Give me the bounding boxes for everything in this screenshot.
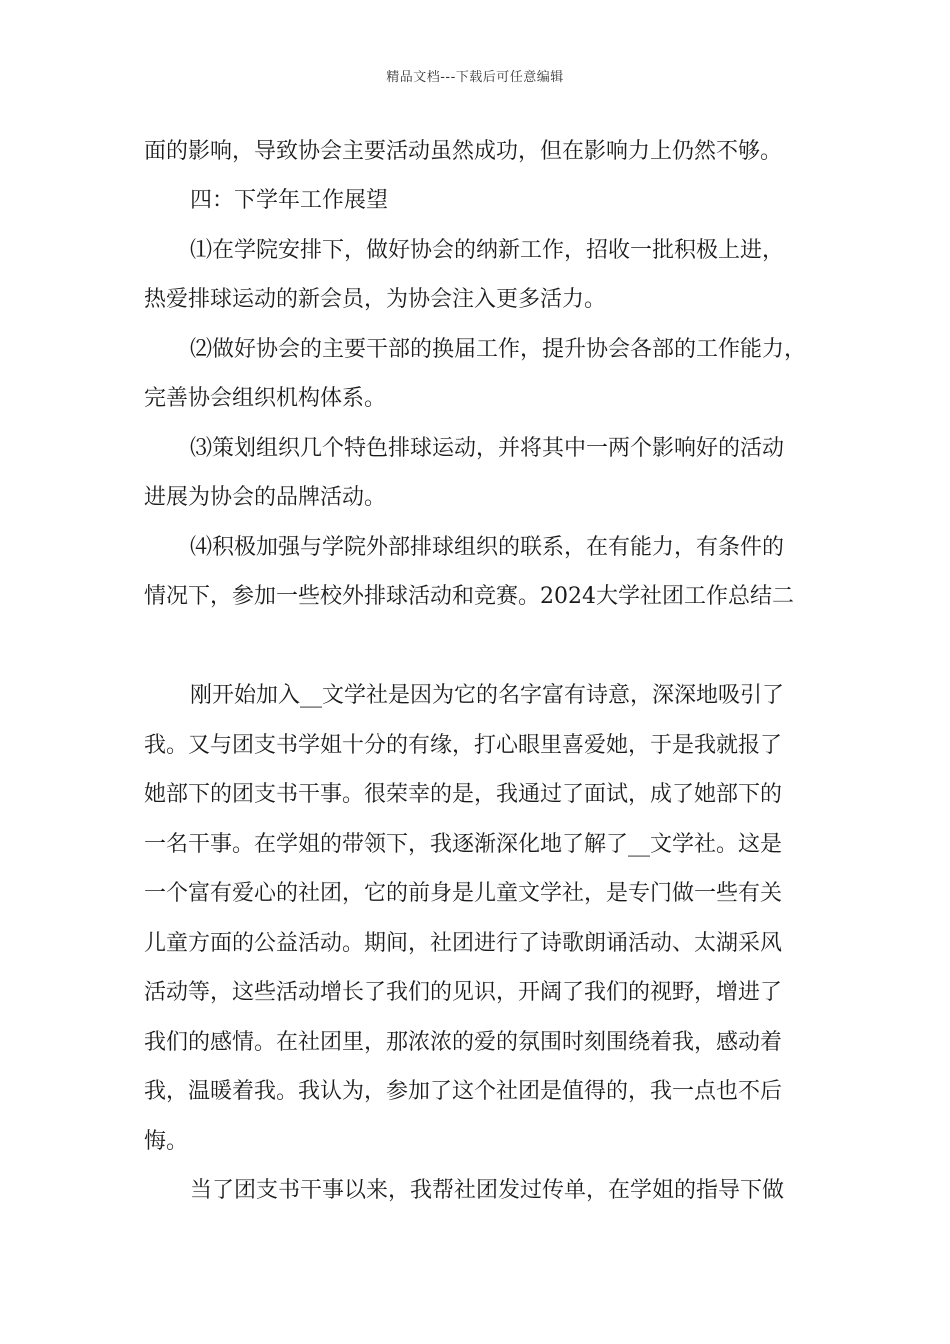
text-line: 刚开始加入__文学社是因为它的名字富有诗意，深深地吸引了 xyxy=(190,683,785,708)
text-line: 一个富有爱心的社团，它的前身是儿童文学社，是专门做一些有关 xyxy=(144,881,783,906)
text-line: ⑴在学院安排下，做好协会的纳新工作，招收一批积极上进， xyxy=(190,238,785,263)
text-line: 我们的感情。在社团里，那浓浓的爱的氛围时刻围绕着我，感动着 xyxy=(144,1030,783,1055)
text-line: ⑶策划组织几个特色排球运动，并将其中一两个影响好的活动 xyxy=(190,436,785,461)
text-line: 儿童方面的公益活动。期间，社团进行了诗歌朗诵活动、太湖采风 xyxy=(144,931,783,956)
text-line: 一名干事。在学姐的带领下，我逐渐深化地了解了__文学社。这是 xyxy=(144,832,783,857)
text-line: 当了团支书干事以来，我帮社团发过传单，在学姐的指导下做 xyxy=(190,1178,785,1203)
text-line: 热爱排球运动的新会员，为协会注入更多活力。 xyxy=(144,287,607,312)
text-line: 完善协会组织机构体系。 xyxy=(144,386,387,411)
text-line: ⑵做好协会的主要干部的换届工作，提升协会各部的工作能力， xyxy=(190,337,807,362)
text-line: 进展为协会的品牌活动。 xyxy=(144,485,387,510)
section-heading: 四：下学年工作展望 xyxy=(190,188,389,213)
text-line: 面的影响，导致协会主要活动虽然成功，但在影响力上仍然不够。 xyxy=(144,139,783,164)
text-line: 她部下的团支书干事。很荣幸的是，我通过了面试，成了她部下的 xyxy=(144,782,783,807)
text-line: 我。又与团支书学姐十分的有缘，打心眼里喜爱她，于是我就报了 xyxy=(144,733,783,758)
text-line: 活动等，这些活动增长了我们的见识，开阔了我们的视野，增进了 xyxy=(144,980,783,1005)
page-header: 精品文档---下载后可任意编辑 xyxy=(386,70,564,85)
text-line: 情况下，参加一些校外排球活动和竞赛。2024大学社团工作总结二 xyxy=(144,584,794,609)
text-line: ⑷积极加强与学院外部排球组织的联系，在有能力，有条件的 xyxy=(190,535,785,560)
text-line: 我，温暖着我。我认为，参加了这个社团是值得的，我一点也不后 xyxy=(144,1079,783,1104)
text-line: 悔。 xyxy=(144,1129,189,1154)
